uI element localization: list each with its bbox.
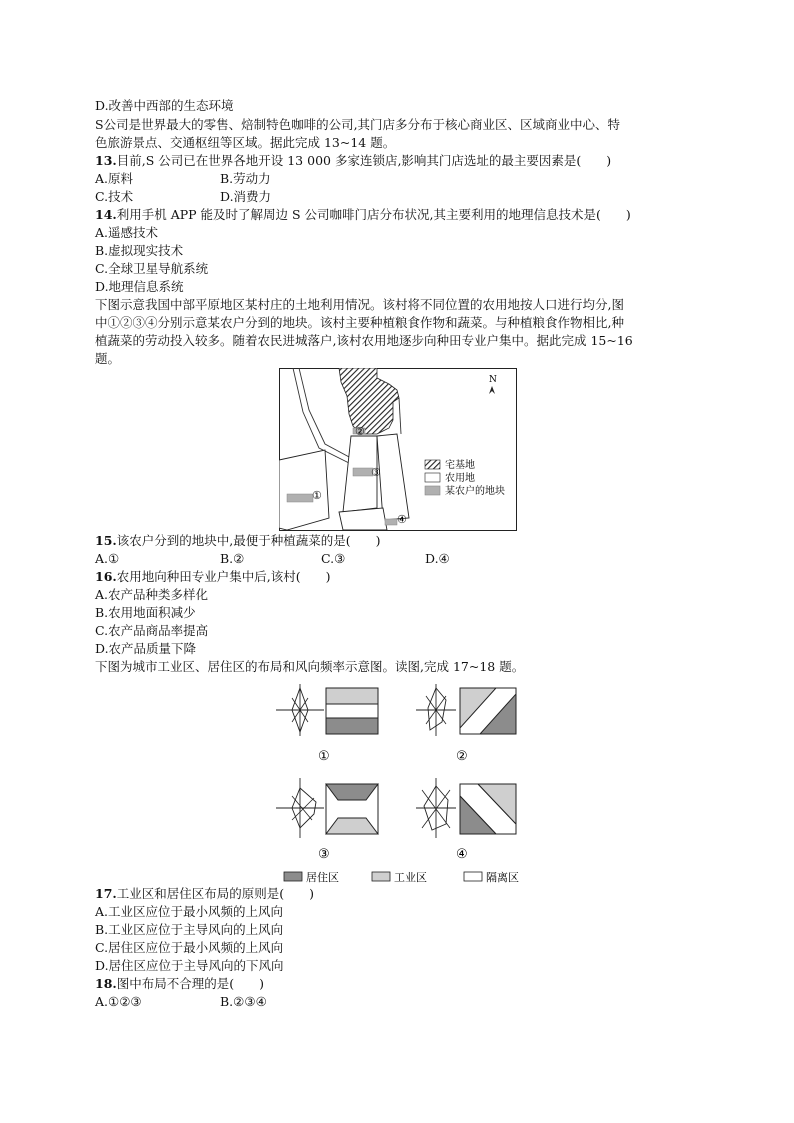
passage-village-line1: 下图示意我国中部平原地区某村庄的土地利用情况。该村将不同位置的农用地按人口进行均分,图	[95, 297, 624, 312]
fig-label-3: ③	[318, 847, 330, 862]
fig-label-1: ①	[318, 749, 330, 764]
q16-option-c[interactable]: C.农产品商品率提高	[95, 623, 209, 638]
question-number: 18.	[95, 976, 117, 991]
plot-label-3: ③	[371, 466, 381, 479]
question-14	[95, 206, 631, 223]
passage-layout: 下图为城市工业区、居住区的布局和风向频率示意图。读图,完成 17~18 题。	[95, 659, 525, 674]
legend-swatch-buffer	[464, 872, 482, 881]
question-stem: 该农户分到的地块中,最便于种植蔬菜的是( )	[116, 533, 381, 548]
passage-s-company-line1: S公司是世界最大的零售、焙制特色咖啡的公司,其门店多分布于核心商业区、区域商业中心、特	[95, 117, 621, 132]
legend-swatch-household	[425, 486, 440, 495]
question-number: 17.	[95, 886, 117, 901]
question-stem: 工业区和居住区布局的原则是( )	[116, 886, 315, 901]
legend-farmland: 农用地	[445, 473, 475, 484]
layout-diagram-1	[276, 684, 378, 764]
farmland-parcel	[339, 508, 387, 530]
household-plot	[287, 494, 313, 502]
question-16	[95, 568, 330, 585]
legend-industrial: 工业区	[394, 871, 427, 884]
question-15	[95, 532, 380, 549]
question-stem: 目前,S 公司已在世界各地开设 13 000 多家连锁店,影响其门店选址的最主要因素是( )	[116, 153, 612, 168]
legend-swatch-residential	[284, 872, 302, 881]
passage-village-line4: 题。	[95, 351, 121, 366]
q14-option-c[interactable]: C.全球卫星导航系统	[95, 261, 209, 276]
q13-option-d[interactable]: D.消费力	[220, 189, 272, 204]
household-plot	[385, 519, 397, 525]
layout-diagram-2	[416, 684, 516, 764]
wind-layout-figure	[270, 678, 530, 888]
q17-option-d[interactable]: D.居住区应位于主导风向的下风向	[95, 958, 284, 973]
q15-option-d[interactable]: D.④	[425, 551, 450, 566]
q17-option-b[interactable]: B.工业区应位于主导风向的上风向	[95, 922, 284, 937]
passage-village-line3: 植蔬菜的劳动投入较多。随着农民进城落户,该村农用地逐步向种田专业户集中。据此完成 15~16	[95, 333, 633, 348]
legend-swatch-farmland	[425, 473, 440, 482]
layout-diagram-4	[416, 778, 516, 862]
question-number: 16.	[95, 569, 117, 584]
question-number: 13.	[95, 153, 117, 168]
q15-option-a[interactable]: A.①	[95, 551, 120, 566]
fig-label-2: ②	[456, 749, 468, 764]
question-18	[95, 975, 264, 992]
q17-option-c[interactable]: C.居住区应位于最小风频的上风向	[95, 940, 284, 955]
plot-label-1: ①	[312, 489, 322, 502]
question-stem: 利用手机 APP 能及时了解周边 S 公司咖啡门店分布状况,其主要利用的地理信息技术是( )	[116, 207, 631, 222]
layout-diagram-3	[276, 778, 378, 862]
q14-option-d[interactable]: D.地理信息系统	[95, 279, 184, 294]
plot-label-2: ②	[355, 425, 365, 438]
q16-option-d[interactable]: D.农产品质量下降	[95, 641, 197, 656]
question-13	[95, 152, 611, 169]
legend-household-plot: 某农户的地块	[445, 486, 505, 497]
question-stem: 农用地向种田专业户集中后,该村( )	[116, 569, 331, 584]
question-number: 14.	[95, 207, 117, 222]
legend-residential: 居住区	[306, 871, 339, 884]
q15-option-c[interactable]: C.③	[321, 551, 346, 566]
q14-option-a[interactable]: A.遥感技术	[95, 225, 159, 240]
legend-homestead: 宅基地	[445, 460, 475, 471]
q18-option-b[interactable]: B.②③④	[220, 994, 267, 1009]
household-plot	[353, 468, 373, 476]
passage-village-line2: 中①②③④分别示意某农户分到的地块。该村主要种植粮食作物和蔬菜。与种植粮食作物相比,种	[95, 315, 624, 330]
legend-swatch-industrial	[372, 872, 390, 881]
north-label: N	[489, 375, 497, 385]
fig-label-4: ④	[456, 847, 468, 862]
legend-buffer: 隔离区	[486, 871, 519, 884]
q14-option-b[interactable]: B.虚拟现实技术	[95, 243, 184, 258]
plot-label-4: ④	[397, 513, 407, 526]
legend-swatch-homestead	[425, 460, 440, 469]
question-stem: 图中布局不合理的是( )	[116, 976, 265, 991]
q16-option-a[interactable]: A.农产品种类多样化	[95, 587, 209, 602]
q15-option-b[interactable]: B.②	[220, 551, 245, 566]
q13-option-b[interactable]: B.劳动力	[220, 171, 271, 186]
question-number: 15.	[95, 533, 117, 548]
question-17	[95, 885, 314, 902]
passage-s-company-line2: 色旅游景点、交通枢纽等区域。据此完成 13~14 题。	[95, 135, 396, 150]
option-d-line: D.改善中西部的生态环境	[95, 98, 234, 113]
land-use-map	[279, 368, 517, 531]
q13-option-a[interactable]: A.原料	[95, 171, 134, 186]
q17-option-a[interactable]: A.工业区应位于最小风频的上风向	[95, 904, 284, 919]
q16-option-b[interactable]: B.农用地面积减少	[95, 605, 196, 620]
q13-option-c[interactable]: C.技术	[95, 189, 134, 204]
q18-option-a[interactable]: A.①②③	[95, 994, 142, 1009]
